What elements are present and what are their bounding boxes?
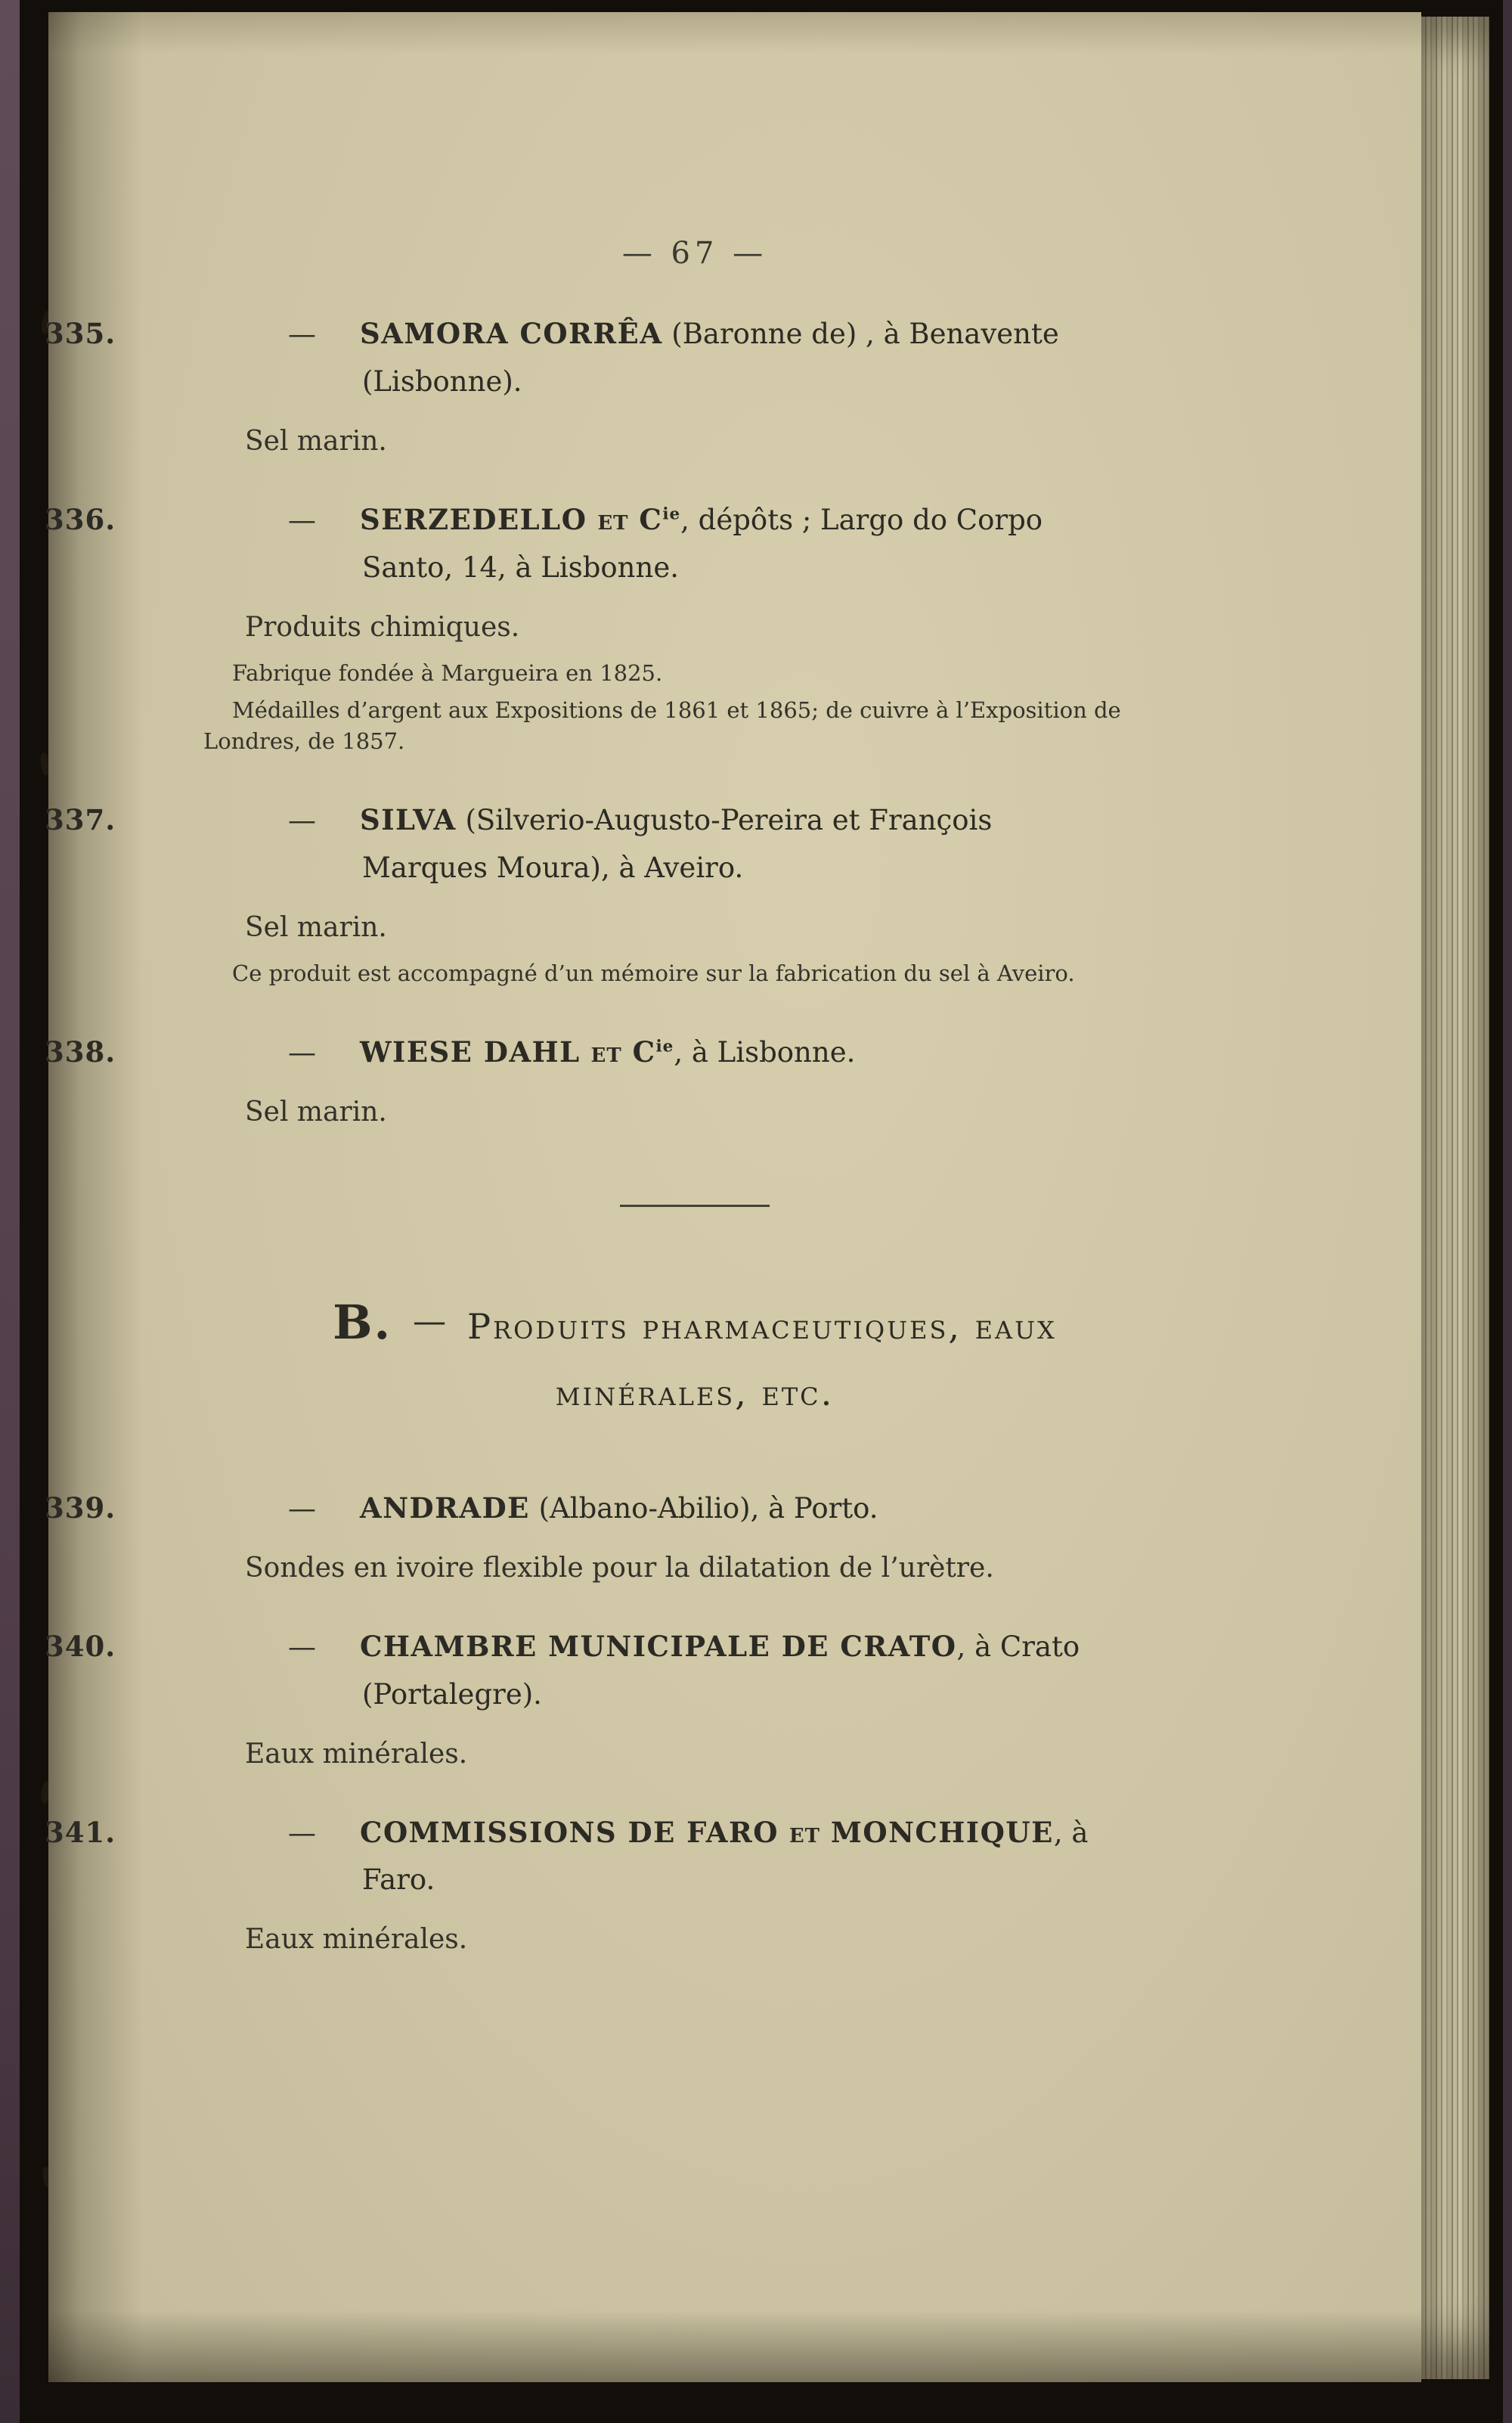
entry-product: Sel marin. xyxy=(245,1096,387,1128)
entry-number: 337. xyxy=(45,803,116,837)
text-column xyxy=(45,12,1186,1956)
entry-dash: — xyxy=(288,503,316,536)
entry-heading xyxy=(45,796,1186,892)
entry-note: Ce produit est accompagné d’un mémoire sur la fabrication du sel à Aveiro. xyxy=(232,960,1075,986)
heading-segment: , à Crato xyxy=(956,1630,1080,1663)
heading-segment: C xyxy=(632,1035,656,1069)
entry-product: Sel marin. xyxy=(245,911,387,943)
heading-segment: CHAMBRE MUNICIPALE DE CRATO xyxy=(360,1629,957,1663)
heading-segment: WIESE DAHL xyxy=(360,1035,581,1069)
heading-segment: et xyxy=(778,1815,831,1849)
heading-segment: (Portalegre). xyxy=(362,1677,542,1711)
stacked-page-edges xyxy=(1421,17,1489,2379)
entry-product: Eaux minérales. xyxy=(245,1924,468,1956)
entry-product: Sel marin. xyxy=(245,425,387,457)
entries-section-b xyxy=(45,1485,1186,1956)
section-b-heading xyxy=(203,1295,1186,1413)
heading-segment: (Lisbonne). xyxy=(362,365,522,398)
heading-segment: C xyxy=(639,502,663,536)
catalog-entry xyxy=(45,1485,1186,1584)
heading-segment: SERZEDELLO xyxy=(360,502,587,536)
entry-title xyxy=(360,1036,855,1069)
entry-number: 341. xyxy=(45,1815,116,1849)
section-dash: — xyxy=(413,1301,447,1341)
section-title-line2: minérales, etc. xyxy=(555,1372,835,1413)
entry-dash: — xyxy=(288,804,316,837)
entry-heading xyxy=(45,1623,1186,1719)
entry-number: 336. xyxy=(45,502,116,536)
heading-segment: SAMORA CORRÊA xyxy=(360,317,663,350)
heading-segment: , à xyxy=(1053,1816,1089,1849)
entry-product: Eaux minérales. xyxy=(245,1738,468,1770)
heading-segment: (Albano-Abilio), à Porto. xyxy=(529,1491,878,1525)
page-number: — 67 — xyxy=(621,236,768,271)
entry-dash: — xyxy=(288,1036,316,1069)
entry-dash: — xyxy=(288,1630,316,1663)
heading-segment: Faro. xyxy=(362,1863,435,1897)
entry-number: 335. xyxy=(45,317,116,350)
entry-title xyxy=(360,318,1059,398)
heading-segment: (Baronne de) , à Benavente xyxy=(662,318,1059,350)
catalog-entry xyxy=(45,1028,1186,1128)
entry-dash: — xyxy=(288,1816,316,1849)
entry-heading xyxy=(45,1485,1186,1533)
book-cover-right-edge xyxy=(1503,0,1512,2423)
entry-note: Fabrique fondée à Margueira en 1825. xyxy=(232,659,663,686)
heading-segment: , à Lisbonne. xyxy=(674,1036,856,1069)
entry-number: 338. xyxy=(45,1035,116,1069)
heading-segment: SILVA xyxy=(360,803,457,837)
entry-title xyxy=(360,1492,878,1525)
entry-title xyxy=(360,504,1043,584)
heading-segment: COMMISSIONS DE FARO xyxy=(360,1815,779,1849)
book-page xyxy=(45,12,1421,2382)
heading-segment: et xyxy=(580,1035,633,1069)
entry-dash: — xyxy=(288,1491,316,1525)
section-title-line1: Produits pharmaceutiques, eaux xyxy=(467,1305,1057,1347)
catalog-entry xyxy=(45,796,1186,989)
entries-section-a xyxy=(45,310,1186,1128)
entry-product: Produits chimiques. xyxy=(245,611,520,643)
heading-segment: (Silverio-Augusto-Pereira et François xyxy=(456,804,993,837)
entry-notes xyxy=(203,958,1186,989)
entry-note: Médailles d’argent aux Expositions de 1861 et 1865; de cuivre à l’Exposition de Londres, de 1857. xyxy=(203,696,1121,754)
heading-segment: , dépôts ; Largo do Corpo xyxy=(680,503,1043,536)
heading-segment: MONCHIQUE xyxy=(830,1815,1054,1849)
entry-number: 339. xyxy=(45,1491,116,1525)
heading-segment: ie xyxy=(655,1037,674,1056)
entry-heading xyxy=(45,1809,1186,1905)
heading-segment: Santo, 14, à Lisbonne. xyxy=(362,551,679,584)
section-letter: B. xyxy=(333,1294,392,1350)
catalog-entry xyxy=(45,310,1186,457)
entry-heading xyxy=(45,310,1186,406)
entry-notes xyxy=(203,658,1186,758)
catalog-entry xyxy=(45,496,1186,757)
entry-title xyxy=(360,1816,1088,1897)
catalog-entry xyxy=(45,1623,1186,1770)
heading-segment: et xyxy=(587,502,640,536)
entry-title xyxy=(360,1630,1080,1711)
entry-heading xyxy=(45,1028,1186,1077)
heading-segment: ANDRADE xyxy=(360,1491,530,1525)
catalog-entry xyxy=(45,1809,1186,1956)
entry-number: 340. xyxy=(45,1629,116,1663)
heading-segment: Marques Moura), à Aveiro. xyxy=(362,851,744,884)
entry-product: Sondes en ivoire flexible pour la dilatation de l’urètre. xyxy=(245,1552,994,1584)
entry-heading xyxy=(45,496,1186,592)
book-cover-left-edge xyxy=(0,0,20,2423)
entry-title xyxy=(360,804,992,884)
heading-segment: ie xyxy=(662,504,681,524)
section-divider xyxy=(620,1205,770,1207)
entry-dash: — xyxy=(288,318,316,350)
